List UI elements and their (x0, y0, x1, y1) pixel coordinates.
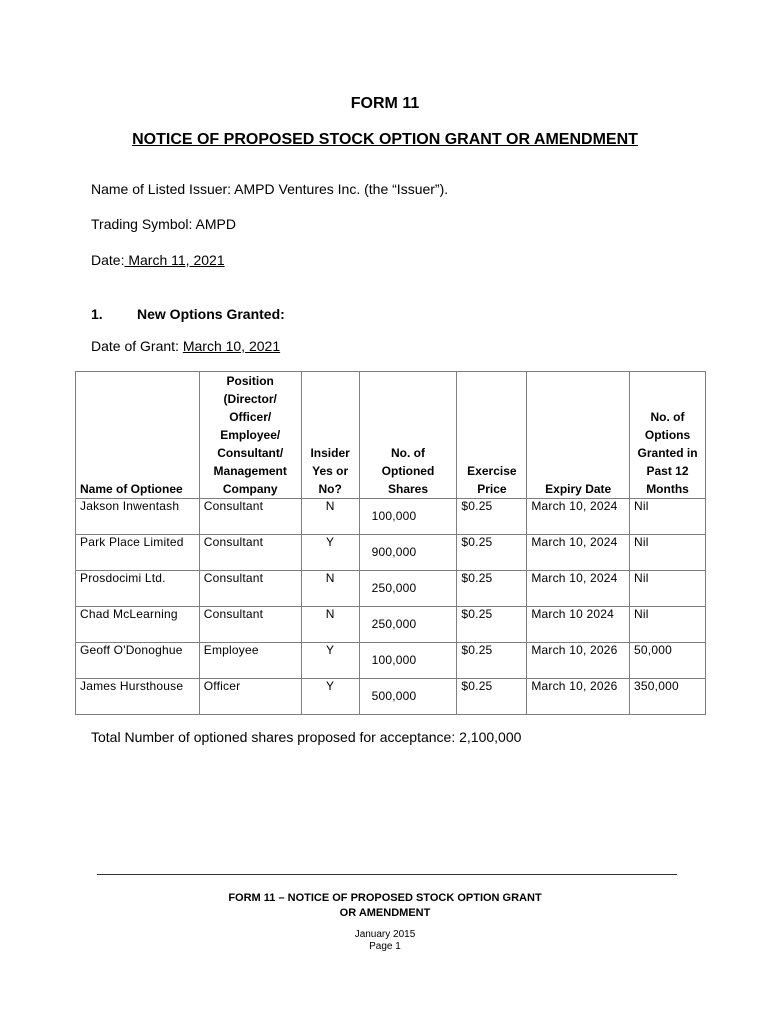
footer-meta (0, 929, 770, 953)
options-table (75, 371, 706, 715)
section-number: 1. (91, 306, 103, 322)
cell-expiry: March 10, 2024 (527, 535, 630, 571)
cell-name: Prosdocimi Ltd. (76, 571, 200, 607)
footer-title-line2: OR AMENDMENT (339, 907, 431, 919)
cell-expiry: March 10, 2024 (527, 571, 630, 607)
cell-expiry: March 10, 2026 (527, 679, 630, 715)
table-row (76, 499, 706, 535)
header-expiry: Expiry Date (527, 372, 630, 499)
header-name: Name of Optionee (76, 372, 200, 499)
total-optioned-shares: Total Number of optioned shares proposed for acceptance: 2,100,000 (91, 729, 522, 745)
footer-title (0, 891, 770, 921)
cell-position: Consultant (199, 607, 301, 643)
trading-symbol-line: Trading Symbol: AMPD (91, 216, 236, 232)
cell-past-options: Nil (630, 499, 706, 535)
date-line (91, 252, 225, 268)
grant-date-value: March 10, 2021 (182, 338, 281, 354)
cell-insider: Y (301, 535, 359, 571)
form-title: FORM 11 (350, 95, 420, 112)
cell-position: Consultant (199, 571, 301, 607)
table-row (76, 607, 706, 643)
cell-price: $0.25 (457, 535, 527, 571)
cell-price: $0.25 (457, 571, 527, 607)
cell-position: Consultant (199, 535, 301, 571)
cell-shares: 100,000 (371, 653, 417, 667)
cell-name: Geoff O'Donoghue (76, 643, 200, 679)
table-row (76, 643, 706, 679)
page-number: Page 1 (369, 941, 401, 952)
cell-name: Park Place Limited (76, 535, 200, 571)
cell-shares: 900,000 (371, 545, 417, 559)
grant-date-line (91, 338, 280, 354)
cell-price: $0.25 (457, 679, 527, 715)
cell-shares: 250,000 (371, 617, 417, 631)
issuer-name-line: Name of Listed Issuer: AMPD Ventures Inc. (the “Issuer”). (91, 181, 449, 197)
grant-date-label: Date of Grant: (91, 338, 179, 354)
cell-expiry: March 10 2024 (527, 607, 630, 643)
header-position: Position (Director/ Officer/ Employee/ Consultant/ Management Company (199, 372, 301, 499)
notice-title: NOTICE OF PROPOSED STOCK OPTION GRANT OR AMENDMENT (132, 131, 638, 148)
cell-position: Employee (199, 643, 301, 679)
table-header-row (76, 372, 706, 499)
header-shares: No. of Optioned Shares (359, 372, 457, 499)
cell-insider: N (301, 499, 359, 535)
date-label: Date: (91, 252, 125, 268)
header-insider: Insider Yes or No? (301, 372, 359, 499)
header-price: Exercise Price (457, 372, 527, 499)
cell-insider: N (301, 571, 359, 607)
cell-name: James Hursthouse (76, 679, 200, 715)
cell-shares: 500,000 (371, 689, 417, 703)
cell-position: Consultant (199, 499, 301, 535)
cell-name: Chad McLearning (76, 607, 200, 643)
footer-title-line1: FORM 11 – NOTICE OF PROPOSED STOCK OPTION GRANT (228, 892, 542, 904)
cell-price: $0.25 (457, 607, 527, 643)
cell-insider: Y (301, 643, 359, 679)
cell-expiry: March 10, 2024 (527, 499, 630, 535)
cell-past-options: Nil (630, 535, 706, 571)
cell-price: $0.25 (457, 499, 527, 535)
cell-name: Jakson Inwentash (76, 499, 200, 535)
cell-past-options: 350,000 (630, 679, 706, 715)
cell-past-options: Nil (630, 571, 706, 607)
table-row (76, 535, 706, 571)
cell-past-options: 50,000 (630, 643, 706, 679)
cell-position: Officer (199, 679, 301, 715)
section-heading (91, 306, 285, 322)
cell-past-options: Nil (630, 607, 706, 643)
table-row (76, 679, 706, 715)
section-title: New Options Granted: (137, 306, 285, 322)
cell-insider: Y (301, 679, 359, 715)
cell-shares: 250,000 (371, 581, 417, 595)
cell-shares: 100,000 (371, 509, 417, 523)
footer-date: January 2015 (354, 929, 416, 940)
date-value: March 11, 2021 (124, 252, 225, 268)
cell-insider: N (301, 607, 359, 643)
table-row (76, 571, 706, 607)
cell-price: $0.25 (457, 643, 527, 679)
cell-expiry: March 10, 2026 (527, 643, 630, 679)
footer-divider (97, 874, 677, 875)
header-past-options: No. of Options Granted in Past 12 Months (630, 372, 706, 499)
